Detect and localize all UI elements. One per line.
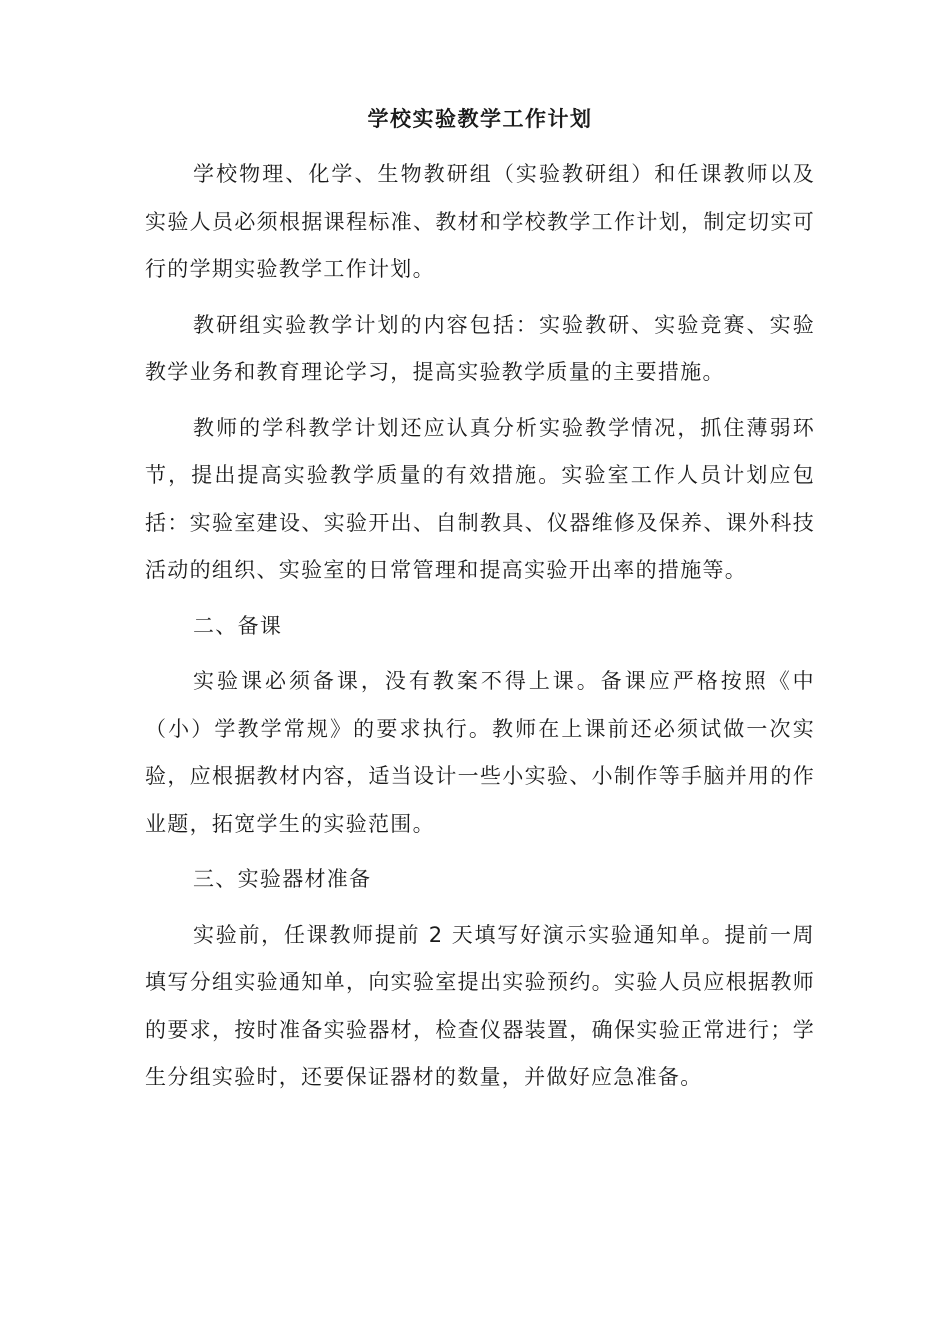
section-heading-equipment-prep: 三、实验器材准备 (193, 867, 372, 891)
paragraph-intro: 学校物理、化学、生物教研组（实验教研组）和任课教师以及实验人员必须根据课程标准、教材和学校教学工作计划，制定切实可行的学期实验教学工作计划。 (145, 162, 815, 281)
paragraph-lesson-prep: 实验课必须备课，没有教案不得上课。备课应严格按照《中（小）学教学常规》的要求执行。教师在上课前还必须试做一次实验，应根据教材内容，适当设计一些小实验、小制作等手脑并用的作业题，拓宽学生的实验范围。 (145, 669, 815, 836)
paragraph-equipment-prep: 实验前，任课教师提前 2 天填写好演示实验通知单。提前一周填写分组实验通知单，向实验室提出实验预约。实验人员应根据教师的要求，按时准备实验器材，检查仪器装置，确保实验正常进行；学生分组实验时，还要保证器材的数量，并做好应急准备。 (145, 922, 815, 1089)
document-body (145, 96, 815, 1102)
document-title: 学校实验教学工作计划 (367, 107, 593, 131)
section-heading-lesson-prep: 二、备课 (193, 613, 283, 638)
paragraph-teaching-group-plan: 教研组实验教学计划的内容包括：实验教研、实验竞赛、实验教学业务和教育理论学习，提高实验教学质量的主要措施。 (145, 312, 815, 384)
paragraph-teacher-plan: 教师的学科教学计划还应认真分析实验教学情况，抓住薄弱环节，提出提高实验教学质量的有效措施。实验室工作人员计划应包括：实验室建设、实验开出、自制教具、仪器维修及保养、课外科技活动的组织、实验室的日常管理和提高实验开出率的措施等。 (145, 415, 815, 582)
